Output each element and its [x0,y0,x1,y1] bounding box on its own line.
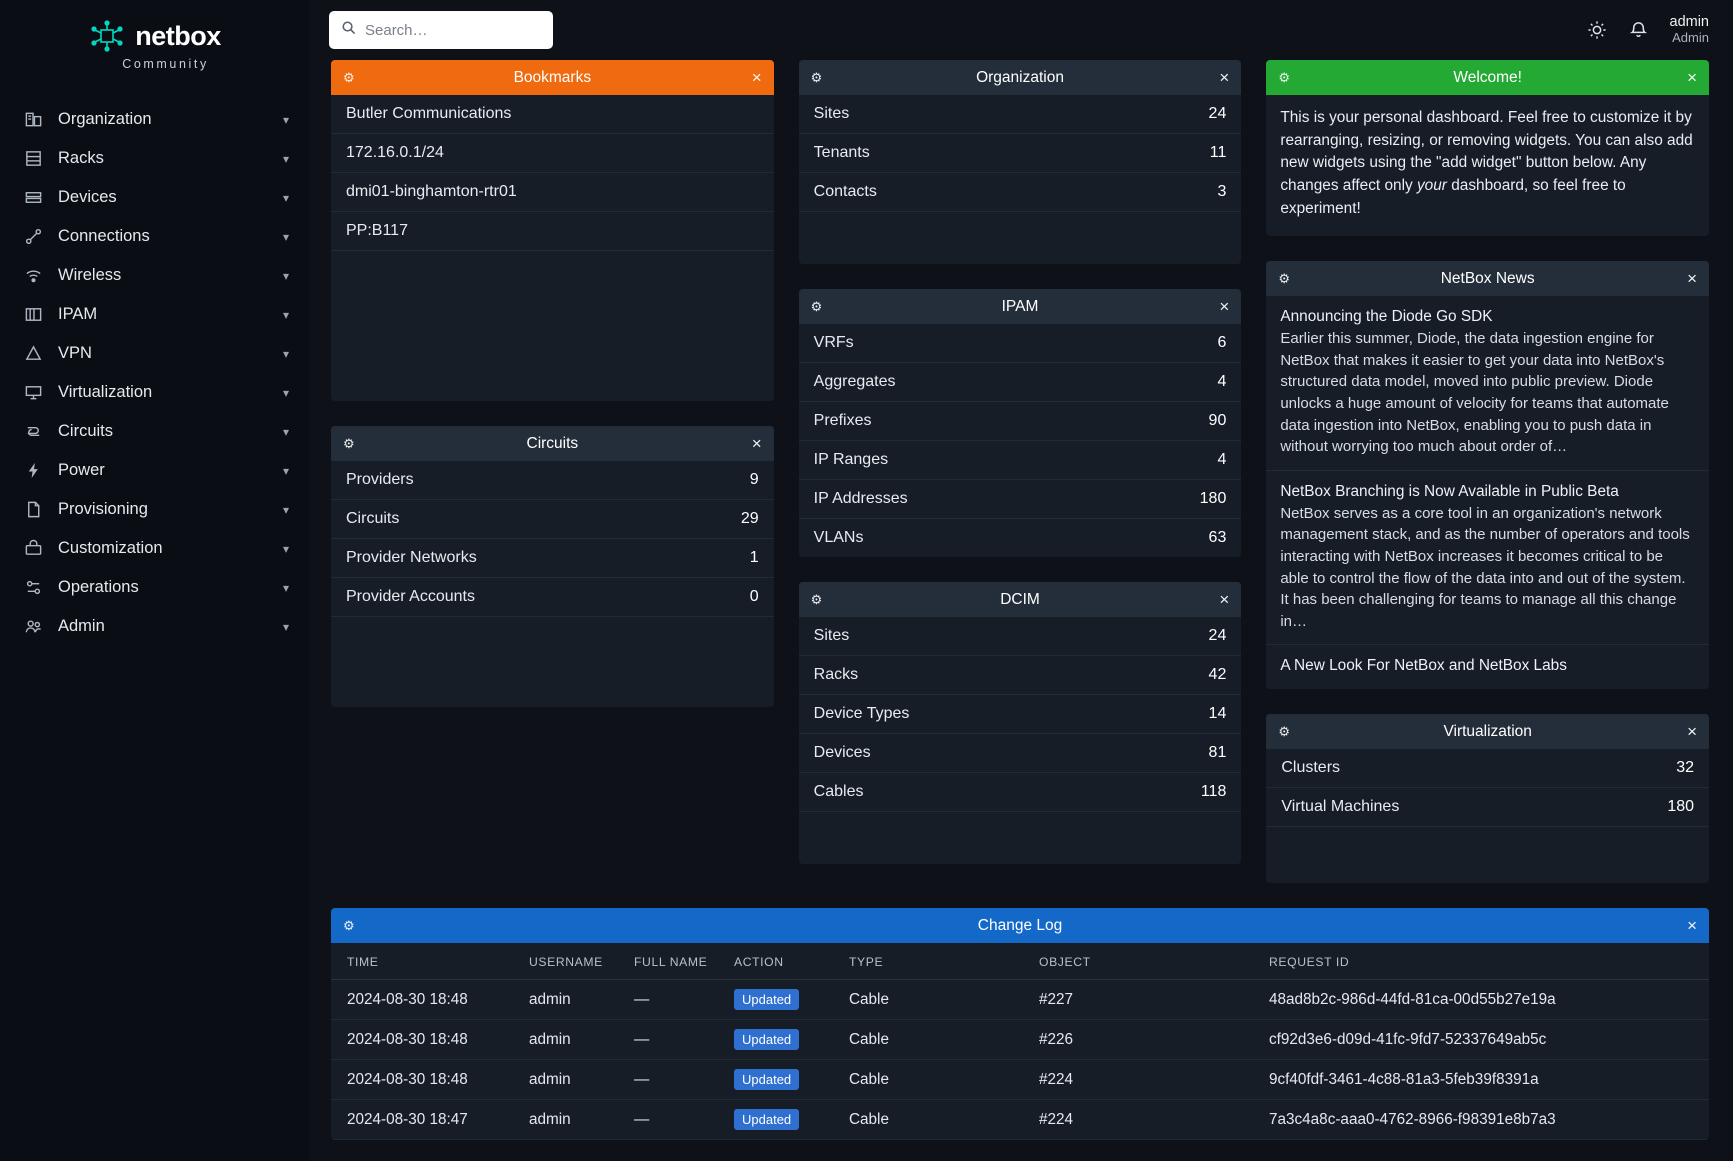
news-title: NetBox Branching is Now Available in Public Beta [1280,482,1619,500]
widget-circuits [331,426,774,707]
stat-value: 9 [749,471,759,488]
gear-icon[interactable]: ⚙ [1278,270,1290,286]
cell-action [726,980,841,1020]
power-icon [22,460,44,482]
chevron-down-icon: ▾ [282,346,289,361]
stat-label: Devices [813,744,871,761]
news-body: NetBox serves as a core tool in an organization's network management stack, and as the number of operators and tools interacting with NetBox increases it becomes critical to be able to control the flow of the data into and out of the system. It has been challenging for teams to manage all this change in… [1280,504,1690,630]
stat-label: Provider Networks [346,549,477,566]
news-item[interactable] [1266,296,1709,471]
table-row[interactable] [331,1060,1709,1100]
stat-value: 3 [1217,183,1227,200]
stat-label: Contacts [813,183,877,200]
cell-object[interactable]: #224 [1031,1060,1261,1100]
widget-header [331,60,774,95]
stat-label: VRFs [813,334,854,351]
welcome-text-emphasis: your [1416,176,1447,194]
stat-label: IP Ranges [813,451,889,468]
widget-netbox-news [1266,261,1709,689]
gear-icon[interactable]: ⚙ [1278,723,1290,739]
close-icon[interactable]: × [751,68,762,87]
list-item[interactable]: Butler Communications [331,95,774,134]
stat-value: 63 [1208,529,1227,546]
table-header-row [331,943,1709,980]
sidebar [0,0,309,1161]
stat-row[interactable] [331,500,774,539]
widget-dcim [799,582,1242,864]
sidebar-item-label: Connections [58,227,150,245]
widget-header [799,289,1242,324]
sidebar-item-customization[interactable] [0,529,309,568]
stat-label: Device Types [813,705,910,722]
widget-body [331,461,774,707]
stat-value: 90 [1208,412,1227,429]
sidebar-item-label: IPAM [58,305,98,323]
cell-request-id[interactable]: 7a3c4a8c-aaa0-4762-8966-f98391e8b7a3 [1261,1100,1709,1140]
stat-row[interactable] [331,461,774,500]
stat-label: Tenants [813,144,870,161]
sidebar-item-ipam[interactable] [0,295,309,334]
status-badge: Updated [734,989,799,1010]
dashboard-column-1 [331,60,774,732]
gear-icon[interactable]: ⚙ [810,591,823,607]
widget-ipam [799,289,1242,557]
gear-icon[interactable]: ⚙ [1278,69,1290,85]
chevron-down-icon: ▾ [282,463,289,478]
chevron-down-icon: ▾ [282,424,289,439]
column-header-request-id[interactable]: REQUEST ID [1261,943,1709,980]
widget-virtualization [1266,714,1709,883]
widget-title: NetBox News [1440,269,1535,287]
dashboard-column-2 [799,60,1242,889]
chevron-down-icon: ▾ [282,580,289,595]
news-item[interactable] [1266,645,1709,689]
cell-type: Cable [841,980,1031,1020]
widget-header [1266,714,1709,749]
sidebar-item-vpn[interactable] [0,334,309,373]
widget-title: IPAM [1001,297,1039,315]
widget-title: DCIM [1000,590,1040,608]
column-header-time[interactable]: TIME [331,943,521,980]
brand-logo-block[interactable] [0,0,309,78]
widget-filler [331,251,774,401]
stat-label: Aggregates [813,373,896,390]
chevron-down-icon: ▾ [282,619,289,634]
chevron-down-icon: ▾ [282,229,289,244]
news-title: A New Look For NetBox and NetBox Labs [1280,657,1567,675]
widget-title: Welcome! [1453,68,1522,86]
stat-row[interactable] [799,95,1242,134]
stat-value: 4 [1217,451,1227,468]
gear-icon[interactable]: ⚙ [810,298,823,314]
admin-icon [22,616,44,638]
change-log-table [331,943,1709,1140]
stat-row[interactable] [799,519,1242,557]
table-row[interactable] [331,980,1709,1020]
stat-value: 118 [1200,783,1227,800]
close-icon[interactable]: × [1219,590,1230,609]
cell-action [726,1100,841,1140]
provisioning-icon [22,499,44,521]
widget-organization [799,60,1242,264]
cell-object[interactable]: #227 [1031,980,1261,1020]
stat-value: 180 [1667,798,1695,816]
cell-username: admin [521,1060,626,1100]
brand-subtitle: Community [122,57,209,71]
stat-value: 4 [1217,373,1227,390]
sidebar-item-racks[interactable] [0,139,309,178]
chevron-down-icon: ▾ [282,268,289,283]
stat-label: Circuits [346,510,400,527]
wireless-icon [22,265,44,287]
widget-header [331,908,1709,943]
widget-body [1266,95,1709,236]
cell-action [726,1060,841,1100]
customization-icon [22,538,44,560]
circuits-icon [22,421,44,443]
devices-icon [22,187,44,209]
column-header-username[interactable]: USERNAME [521,943,626,980]
gear-icon[interactable]: ⚙ [343,69,355,85]
widget-title: Organization [976,68,1064,86]
cell-request-id[interactable]: 9cf40fdf-3461-4c88-81a3-5feb39f8391a [1261,1060,1709,1100]
stat-row[interactable] [1266,788,1709,827]
close-icon[interactable]: × [1687,722,1698,742]
stat-value: 29 [740,510,759,527]
stat-label: IP Addresses [813,490,908,507]
dashboard-column-3 [1266,60,1709,908]
sidebar-item-circuits[interactable] [0,412,309,451]
widget-header [331,426,774,461]
status-badge: Updated [734,1109,799,1130]
list-item[interactable]: 172.16.0.1/24 [331,134,774,173]
status-badge: Updated [734,1029,799,1050]
chevron-down-icon: ▾ [282,190,289,205]
dashboard [309,60,1733,1161]
sidebar-item-label: Provisioning [58,500,148,518]
widget-header [1266,261,1709,296]
widget-change-log [331,908,1709,1140]
cell-full-name: — [626,1060,726,1100]
list-item[interactable]: dmi01-binghamton-rtr01 [331,173,774,212]
widget-bookmarks [331,60,774,401]
close-icon[interactable]: × [1687,916,1697,936]
cell-full-name: — [626,1020,726,1060]
stat-label: Sites [813,627,850,644]
stat-row[interactable] [799,773,1242,812]
close-icon[interactable]: × [1219,297,1230,316]
stat-row[interactable] [799,695,1242,734]
netbox-logo-icon [88,17,126,55]
column-header-full-name[interactable]: FULL NAME [626,943,726,980]
stat-row[interactable] [331,539,774,578]
sidebar-item-label: Power [58,461,105,479]
stat-label: Racks [813,666,859,683]
stat-row[interactable] [799,173,1242,212]
user-name: admin [1669,14,1709,31]
dashboard-columns [331,60,1709,908]
sidebar-item-label: Customization [58,539,163,557]
widget-filler [799,812,1242,864]
stat-row[interactable] [799,134,1242,173]
cell-type: Cable [841,1060,1031,1100]
sidebar-item-label: Organization [58,110,152,128]
stat-value: 11 [1209,144,1227,161]
ipam-icon [22,304,44,326]
table-body [331,980,1709,1140]
sidebar-item-power[interactable] [0,451,309,490]
organization-icon [22,109,44,131]
widget-header [799,582,1242,617]
widget-header [799,60,1242,95]
sidebar-nav [0,100,309,646]
list-item[interactable]: PP:B117 [331,212,774,251]
cell-full-name: — [626,980,726,1020]
cell-object[interactable]: #226 [1031,1020,1261,1060]
welcome-text-part1: This is your personal dashboard. Feel free to customize it by rearranging, resizing, or removing widgets. You can also add new widgets using the "add widget" button below. Any changes affect only [1280,109,1693,194]
cell-object[interactable]: #224 [1031,1100,1261,1140]
sidebar-item-virtualization[interactable] [0,373,309,412]
widget-body [1266,296,1709,689]
widget-body [331,95,774,401]
stat-row[interactable] [799,734,1242,773]
stat-label: Providers [346,471,414,488]
column-header-action[interactable]: ACTION [726,943,841,980]
widget-title: Bookmarks [513,68,592,86]
stat-value: 81 [1208,744,1227,761]
table-head [331,943,1709,980]
cell-request-id[interactable]: 48ad8b2c-986d-44fd-81ca-00d55b27e19a [1261,980,1709,1020]
stat-value: 1 [749,549,759,566]
status-badge: Updated [734,1069,799,1090]
cell-full-name: — [626,1100,726,1140]
sidebar-item-label: Racks [58,149,104,167]
welcome-text-part2: dashboard, so feel free to experiment! [1280,176,1626,217]
chevron-down-icon: ▾ [282,112,289,127]
close-icon[interactable]: × [1219,68,1230,87]
vpn-icon [22,343,44,365]
cell-type: Cable [841,1020,1031,1060]
stat-value: 32 [1676,759,1695,777]
cell-username: admin [521,1100,626,1140]
cell-time[interactable]: 2024-08-30 18:48 [331,1020,521,1060]
notifications-bell-icon[interactable] [1629,20,1648,39]
chevron-down-icon: ▾ [282,541,289,556]
sidebar-item-label: Virtualization [58,383,153,401]
close-icon[interactable]: × [1687,269,1698,289]
sidebar-item-devices[interactable] [0,178,309,217]
column-header-object[interactable]: OBJECT [1031,943,1261,980]
close-icon[interactable]: × [1687,68,1698,87]
widget-header [1266,60,1709,95]
cell-action [726,1020,841,1060]
stat-label: Sites [813,105,850,122]
chevron-down-icon: ▾ [282,307,289,322]
sidebar-item-admin[interactable] [0,607,309,646]
sidebar-item-wireless[interactable] [0,256,309,295]
operations-icon [22,577,44,599]
table-row[interactable] [331,1020,1709,1060]
stat-row[interactable] [799,656,1242,695]
search-box[interactable] [329,11,553,49]
sidebar-item-label: Operations [58,578,139,596]
top-bar-actions [1587,14,1710,46]
widget-filler [1266,827,1709,883]
stat-value: 14 [1208,705,1227,722]
news-item[interactable] [1266,471,1709,646]
sidebar-item-label: Wireless [58,266,122,284]
sidebar-item-operations[interactable] [0,568,309,607]
main-area [309,0,1733,1161]
sidebar-item-connections[interactable] [0,217,309,256]
widget-filler [799,212,1242,264]
stat-label: Provider Accounts [346,588,475,605]
stat-label: VLANs [813,529,864,546]
brand-name: netbox [135,20,221,51]
stat-row[interactable] [331,578,774,617]
widget-body [1266,749,1709,883]
top-bar [309,0,1733,60]
stat-row[interactable] [1266,749,1709,788]
welcome-text [1280,107,1695,220]
stat-row[interactable] [799,324,1242,363]
theme-toggle-icon[interactable] [1587,20,1607,40]
widget-title: Change Log [977,916,1063,934]
widget-title: Virtualization [1443,722,1532,740]
sidebar-item-label: Devices [58,188,117,206]
sidebar-item-organization[interactable] [0,100,309,139]
stat-label: Cables [813,783,864,800]
connections-icon [22,226,44,248]
column-header-type[interactable]: TYPE [841,943,1031,980]
user-menu[interactable] [1670,14,1710,46]
stat-label: Virtual Machines [1281,798,1400,816]
chevron-down-icon: ▾ [282,385,289,400]
sidebar-item-provisioning[interactable] [0,490,309,529]
news-body: Earlier this summer, Diode, the data ingestion engine for NetBox that makes it easier to get your data into NetBox's structured data model, moved into public preview. Diode unlocks a huge amount of velocity for teams that automate data ingestion into NetBox, enabling you to push data in without worrying too much about order of… [1280,330,1669,456]
widget-body [799,95,1242,264]
cell-time[interactable]: 2024-08-30 18:48 [331,980,521,1020]
chevron-down-icon: ▾ [282,502,289,517]
gear-icon[interactable]: ⚙ [810,69,823,85]
stat-row[interactable] [799,617,1242,656]
cell-time[interactable]: 2024-08-30 18:47 [331,1100,521,1140]
widget-body [799,324,1242,557]
stat-row[interactable] [799,480,1242,519]
sidebar-item-label: Admin [58,617,105,635]
gear-icon[interactable]: ⚙ [343,917,355,933]
stat-label: Clusters [1281,759,1341,777]
widget-body [331,943,1709,1140]
close-icon[interactable]: × [751,434,762,453]
cell-type: Cable [841,1100,1031,1140]
stat-value: 0 [749,588,759,605]
search-icon [341,20,356,40]
widget-title: Circuits [526,434,579,452]
cell-time[interactable]: 2024-08-30 18:48 [331,1060,521,1100]
news-title: Announcing the Diode Go SDK [1280,308,1493,326]
table-row[interactable] [331,1100,1709,1140]
stat-value: 42 [1208,666,1227,683]
cell-username: admin [521,980,626,1020]
stat-value: 24 [1208,105,1227,122]
stat-row[interactable] [799,441,1242,480]
stat-row[interactable] [799,402,1242,441]
sidebar-item-label: Circuits [58,422,114,440]
widget-filler [331,617,774,707]
stat-value: 180 [1199,490,1227,507]
racks-icon [22,148,44,170]
stat-row[interactable] [799,363,1242,402]
virtualization-icon [22,382,44,404]
chevron-down-icon: ▾ [282,151,289,166]
cell-username: admin [521,1020,626,1060]
cell-request-id[interactable]: cf92d3e6-d09d-41fc-9fd7-52337649ab5c [1261,1020,1709,1060]
stat-value: 24 [1208,627,1227,644]
sidebar-item-label: VPN [58,344,92,362]
widget-welcome [1266,60,1709,236]
search-input[interactable] [365,22,541,39]
widget-body [799,617,1242,864]
stat-label: Prefixes [813,412,872,429]
user-role: Admin [1672,29,1709,45]
gear-icon[interactable]: ⚙ [343,435,355,451]
stat-value: 6 [1217,334,1227,351]
